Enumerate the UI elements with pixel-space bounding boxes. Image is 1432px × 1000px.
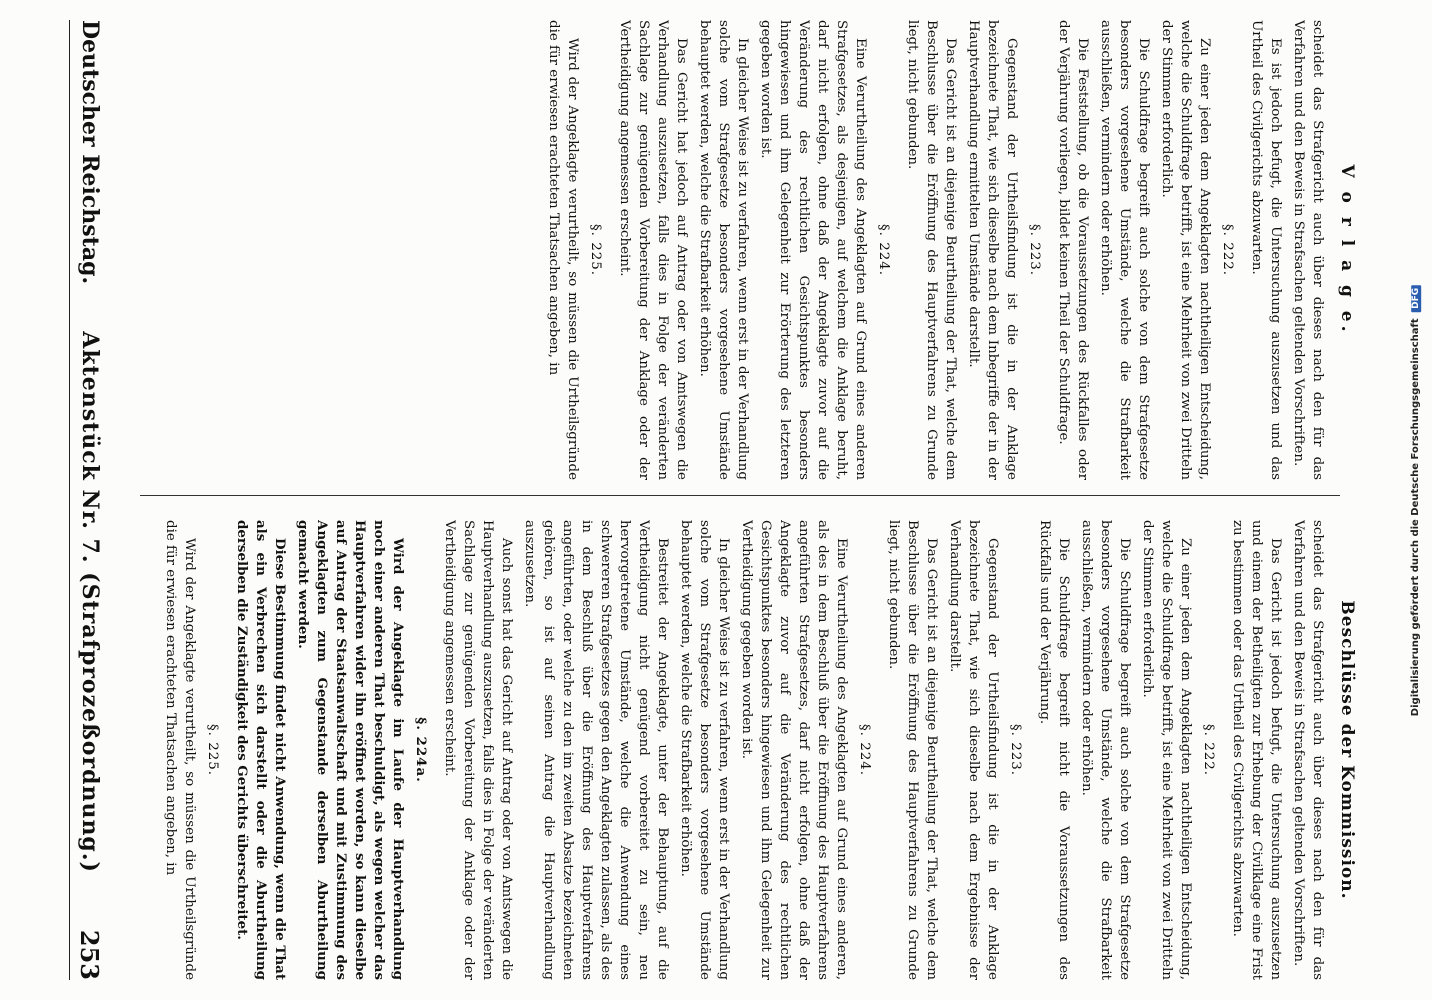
section-paragraph: Die Schuldfrage begreift auch solche von dem Strafgesetze besonders vorgesehene Umstände, welche die Strafbarkeit ausschließen, vermindern oder erhöhen. xyxy=(1098,20,1151,480)
column-vorlage xyxy=(120,20,1360,480)
paragraph: Das Gericht ist jedoch befugt, die Untersuchung auszusetzen und einem der Betheiligten zur Erhebung der Civilklage eine Frist zu bestimmen oder das Urtheil des Civilgerichts abzuwarten. xyxy=(1230,520,1283,980)
paragraph: scheidet das Strafgericht auch über dieses nach den für das Verfahren und den Beweis in Strafsachen geltenden Vorschriften. xyxy=(1291,520,1325,980)
section-paragraph: Das Gericht ist an diejenige Beurtheilung der That, welche dem Beschlusse über die Eröffnung des Hauptverfahrens zu Grunde liegt, nicht gebunden. xyxy=(886,520,939,980)
paragraph: Es ist jedoch befugt, die Untersuchung auszusetzen und das Urtheil des Civilgerichts abzuwarten. xyxy=(1249,20,1283,480)
section-number: §. 223. xyxy=(1008,723,1023,777)
section-number: §. 225. xyxy=(205,723,220,777)
section-paragraph: In gleicher Weise ist zu verfahren, wenn erst in der Verhandlung solche vom Strafgesetze besonders vorgesehene Umstände behauptet werden, welche die Strafbarkeit erhöhen. xyxy=(697,20,750,480)
section-paragraph: Die Schuldfrage begreift nicht die Voraussetzungen des Rückfalls und der Verjährung. xyxy=(1037,520,1071,980)
section-paragraph: Die Feststellung, ob die Voraussetzungen des Rückfalles oder der Verjährung vorliegen, bildet keinen Theil der Schuldfrage. xyxy=(1056,20,1090,480)
dfg-logo: DFG xyxy=(1412,284,1422,311)
running-head-left: Deutscher Reichstag. xyxy=(77,20,103,285)
section-paragraph: Wird der Angeklagte verurtheilt, so müssen die Urtheilsgründe die für erwiesen erachteten Thatsachen angeben, in xyxy=(163,520,197,980)
digitization-credit xyxy=(1402,0,1430,1000)
rotated-document xyxy=(20,0,1400,1000)
section-paragraph: Gegenstand der Urtheilsfindung ist die in der Anklage bezeichnete That, wie sich dieselbe nach dem Inbegriffe der in der Hauptverhandlung ermittelten Umstände darstellt. xyxy=(966,20,1019,480)
section-paragraph: Bestreitet der Angeklagte, unter der Behauptung, auf die Vertheidigung nicht genügend vorbereitet zu sein, neu hervorgetretene Umstände, welche die Anwendung eines schwereren Strafgesetzes gegen den Angeklagten zulassen, als des in dem Beschluß über die Eröffnung des Hauptverfahrens angeführten, oder welche zu den im zweiten Absatze bezeichneten gehören, so ist auf seinen Antrag die Hauptverhandlung auszusetzen. xyxy=(522,520,670,980)
section-paragraph: Gegenstand der Urtheilsfindung ist die in der Anklage bezeichnete That, wie sich dieselbe nach dem Ergebnisse der Verhandlung darstellt. xyxy=(947,520,1000,980)
section-paragraph: In gleicher Weise ist zu verfahren, wenn erst in der Verhandlung solche vom Strafgesetze besonders vorgesehene Umstände behauptet werden, welche die Strafbarkeit erhöhen. xyxy=(678,520,731,980)
section-paragraph: Zu einer jeden dem Angeklagten nachtheiligen Entscheidung, welche die Schuldfrage betrifft, ist eine Mehrheit von zwei Dritteln der Stimmen erforderlich. xyxy=(1159,20,1212,480)
section-number: §. 222. xyxy=(1201,723,1216,777)
column-sections xyxy=(161,520,1218,980)
section-number: §. 224. xyxy=(876,223,891,277)
column-intro xyxy=(1228,520,1327,980)
column-heading: Beschlüsse der Kommission. xyxy=(1337,600,1357,900)
credit-text: Digitalisierung gefördert durch die Deutsche Forschungsgemeinschaft xyxy=(1410,317,1422,716)
section-paragraph: Das Gericht hat jedoch auf Antrag oder von Amtswegen die Verhandlung auszusetzen, falls dies in Folge der veränderten Sachlage zur genügenden Vorbereitung der Anklage oder der Vertheidigung angemessen erscheint. xyxy=(617,20,689,480)
section-number: §. 223. xyxy=(1027,223,1042,277)
column-intro xyxy=(1247,20,1327,480)
paragraph: scheidet das Strafgericht auch über dieses nach den für das Verfahren und den Beweis in Strafsachen geltenden Vorschriften. xyxy=(1291,20,1325,480)
section-paragraph: Zu einer jeden dem Angeklagten nachtheiligen Entscheidung, welche die Schuldfrage betrifft, ist eine Mehrheit von zwei Dritteln der Stimmen erforderlich. xyxy=(1140,520,1193,980)
section-number: §. 224. xyxy=(857,723,872,777)
column-divider xyxy=(140,495,1340,496)
column-kommission xyxy=(120,520,1360,980)
section-paragraph: Auch sonst hat das Gericht auf Antrag oder von Amtswegen die Hauptverhandlung auszusetzen, falls dies in Folge der veränderten Sachlage zur genügenden Vorbereitung der Anklage oder der Vertheidigung angemessen erscheint. xyxy=(442,520,514,980)
section-number: §. 222. xyxy=(1220,223,1235,277)
section-paragraph: Diese Bestimmung findet nicht Anwendung, wenn die That als ein Verbrechen sich darstellt oder die Aburtheilung derselben die Zuständigkeit des Gerichts überschreitet. xyxy=(234,520,288,980)
running-head-center: Aktenstück Nr. 7. (Strafprozeßordnung.) xyxy=(77,331,103,873)
section-paragraph: Eine Verurtheilung des Angeklagten auf Grund eines anderen Strafgesetzes, als desjenigen, auf welchem die Anklage beruht, darf nicht erfolgen, ohne daß der Angeklagte zuvor auf die Veränderung des rechtlichen Gesichtspunktes besonders hingewiesen und ihm Gelegenheit zur Erörterung des letzteren gegeben worden ist. xyxy=(758,20,868,480)
section-paragraph: Wird der Angeklagte im Laufe der Hauptverhandlung noch einer anderen That beschuldigt, als wegen welcher das Hauptverfahren wider ihn eröffnet worden, so kann dieselbe auf Antrag der Staatsanwaltschaft und mit Zustimmung des Angeklagten zum Gegenstande derselben Aburtheilung gemacht werden. xyxy=(295,520,406,980)
section-number: §. 224a. xyxy=(413,717,429,783)
section-paragraph: Die Schuldfrage begreift auch solche von dem Strafgesetze besonders vorgesehene Umstände, welche die Strafbarkeit ausschließen, vermindern oder erhöhen. xyxy=(1079,520,1132,980)
page-number: 253 xyxy=(75,929,105,980)
section-paragraph: Das Gericht ist an diejenige Beurtheilung der That, welche dem Beschlusse über die Eröffnung des Hauptverfahrens zu Grunde liegt, nicht gebunden. xyxy=(905,20,958,480)
column-sections xyxy=(544,20,1237,480)
running-head xyxy=(69,20,110,980)
section-paragraph: Eine Verurtheilung des Angeklagten auf Grund eines anderen, als des in dem Beschluß über die Eröffnung des Hauptverfahrens angeführten Strafgesetzes, darf nicht erfolgen, ohne daß der Angeklagte zuvor auf die Veränderung des rechtlichen Gesichtspunktes besonders hingewiesen und ihm Gelegenheit zur Vertheidigung gegeben worden ist. xyxy=(739,520,849,980)
digitization-credit-text xyxy=(1411,284,1422,715)
column-heading: V o r l a g e. xyxy=(1337,164,1357,336)
section-number: §. 225. xyxy=(588,223,603,277)
column-kommission-body xyxy=(120,520,1360,980)
column-vorlage-body xyxy=(120,20,1360,480)
section-paragraph: Wird der Angeklagte verurtheilt, so müssen die Urtheilsgründe die für erwiesen erachteten Thatsachen angeben, in xyxy=(546,20,580,480)
